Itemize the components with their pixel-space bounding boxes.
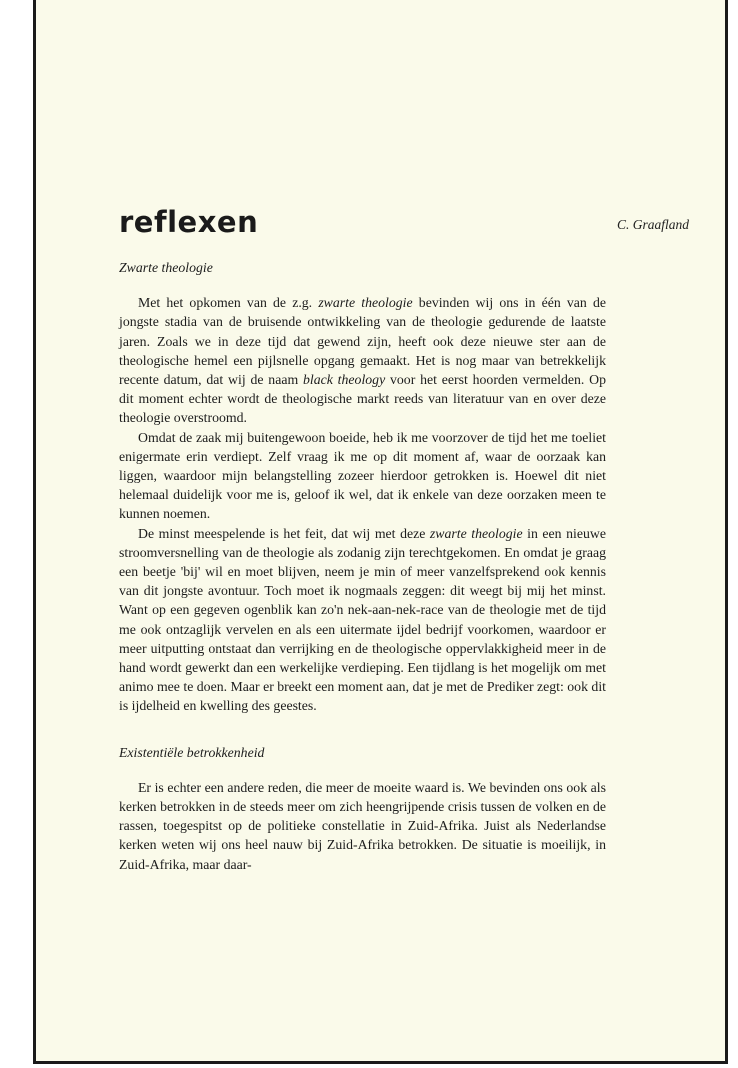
text-run: voor het eerst hoorden vermelden. Op dit moment echter wordt de theologische markt reeds van literatuur van en over deze theologie overstroomd. — [119, 372, 606, 426]
paragraph: Omdat de zaak mij buitengewoon boeide, heb ik me voorzover de tijd het me toeliet enigermate erin verdiept. Zelf vraag ik me op dit moment af, waar de oorzaak kan liggen, waardoor mijn belangstelling zozeer hierdoor getrokken is. Hoewel dit niet helemaal duidelijk voor me is, geloof ik wel, dat ik enkele van deze oorzaken meen te kunnen noemen. — [119, 429, 606, 522]
text-run: in een nieuwe stroomversnelling van de theologie als zodanig zijn terechtgekomen. En omdat je graag een beetje 'bij' wil en moet blijven, neem je min of meer vanzelfsprekend ook kennis van dit jongste avontuur. Toch moet ik nogmaals zeggen: dit weegt bij mij het minst. Want op een gegeven ogenblik kan zo'n nek-aan-nek-race van de theologie met de tijd me ook ontzaglijk vervelen en als een uitermate ijdel bedrijf voorkomen, waardoor er meer uitputting ontstaat dan verrijking en de theologische oppervlakkigheid meer in de hand wordt gewerkt dan een werkelijke verdieping. Een tijdlang is het mogelijk om met animo mee te doen. Maar er breekt een moment aan, dat je met de Prediker zegt: ook dit is ijdelheid en kwelling des geestes. — [119, 525, 606, 714]
emphasis: black theology — [303, 372, 386, 388]
paragraph — [119, 524, 606, 716]
paragraph: Er is echter een andere reden, die meer de moeite waard is. We bevinden ons ook als kerken betrokken in de steeds meer om zich heengrijpende crisis tussen de volken en de rassen, toegespitst op de politieke constellatie in Zuid-Afrika. Juist als Nederlandse kerken weten wij ons heel nauw bij Zuid-Afrika betrokken. De situatie is moeilijk, in Zuid-Afrika, maar daar- — [119, 779, 606, 872]
text-run: bevinden wij ons in één van de jongste stadia van de bruisende ontwikkeling van de theologie gedurende de laatste jaren. Zoals we in deze tijd dat gewend zijn, heeft ook deze nieuwe ster aan de theologische hemel een pijlsnelle opgang gemaakt. Het is nog maar van betrekkelijk recente datum, dat wij de naam — [119, 295, 606, 388]
paragraph — [119, 293, 606, 427]
emphasis: zwarte theologie — [429, 525, 523, 541]
text-run: De minst meespelende is het feit, dat wij met deze — [138, 525, 430, 541]
article-header — [119, 205, 689, 245]
emphasis: zwarte theologie — [318, 295, 413, 311]
page — [33, 0, 728, 1064]
subheading-existentiele-betrokkenheid: Existentiële betrokkenheid — [119, 744, 265, 760]
author-name: C. Graafland — [616, 217, 689, 232]
text-run: Met het opkomen van de z.g. — [138, 295, 319, 311]
section-title: reflexen — [119, 205, 259, 239]
subheading-zwarte-theologie: Zwarte theologie — [119, 260, 213, 275]
article-body — [119, 258, 606, 874]
